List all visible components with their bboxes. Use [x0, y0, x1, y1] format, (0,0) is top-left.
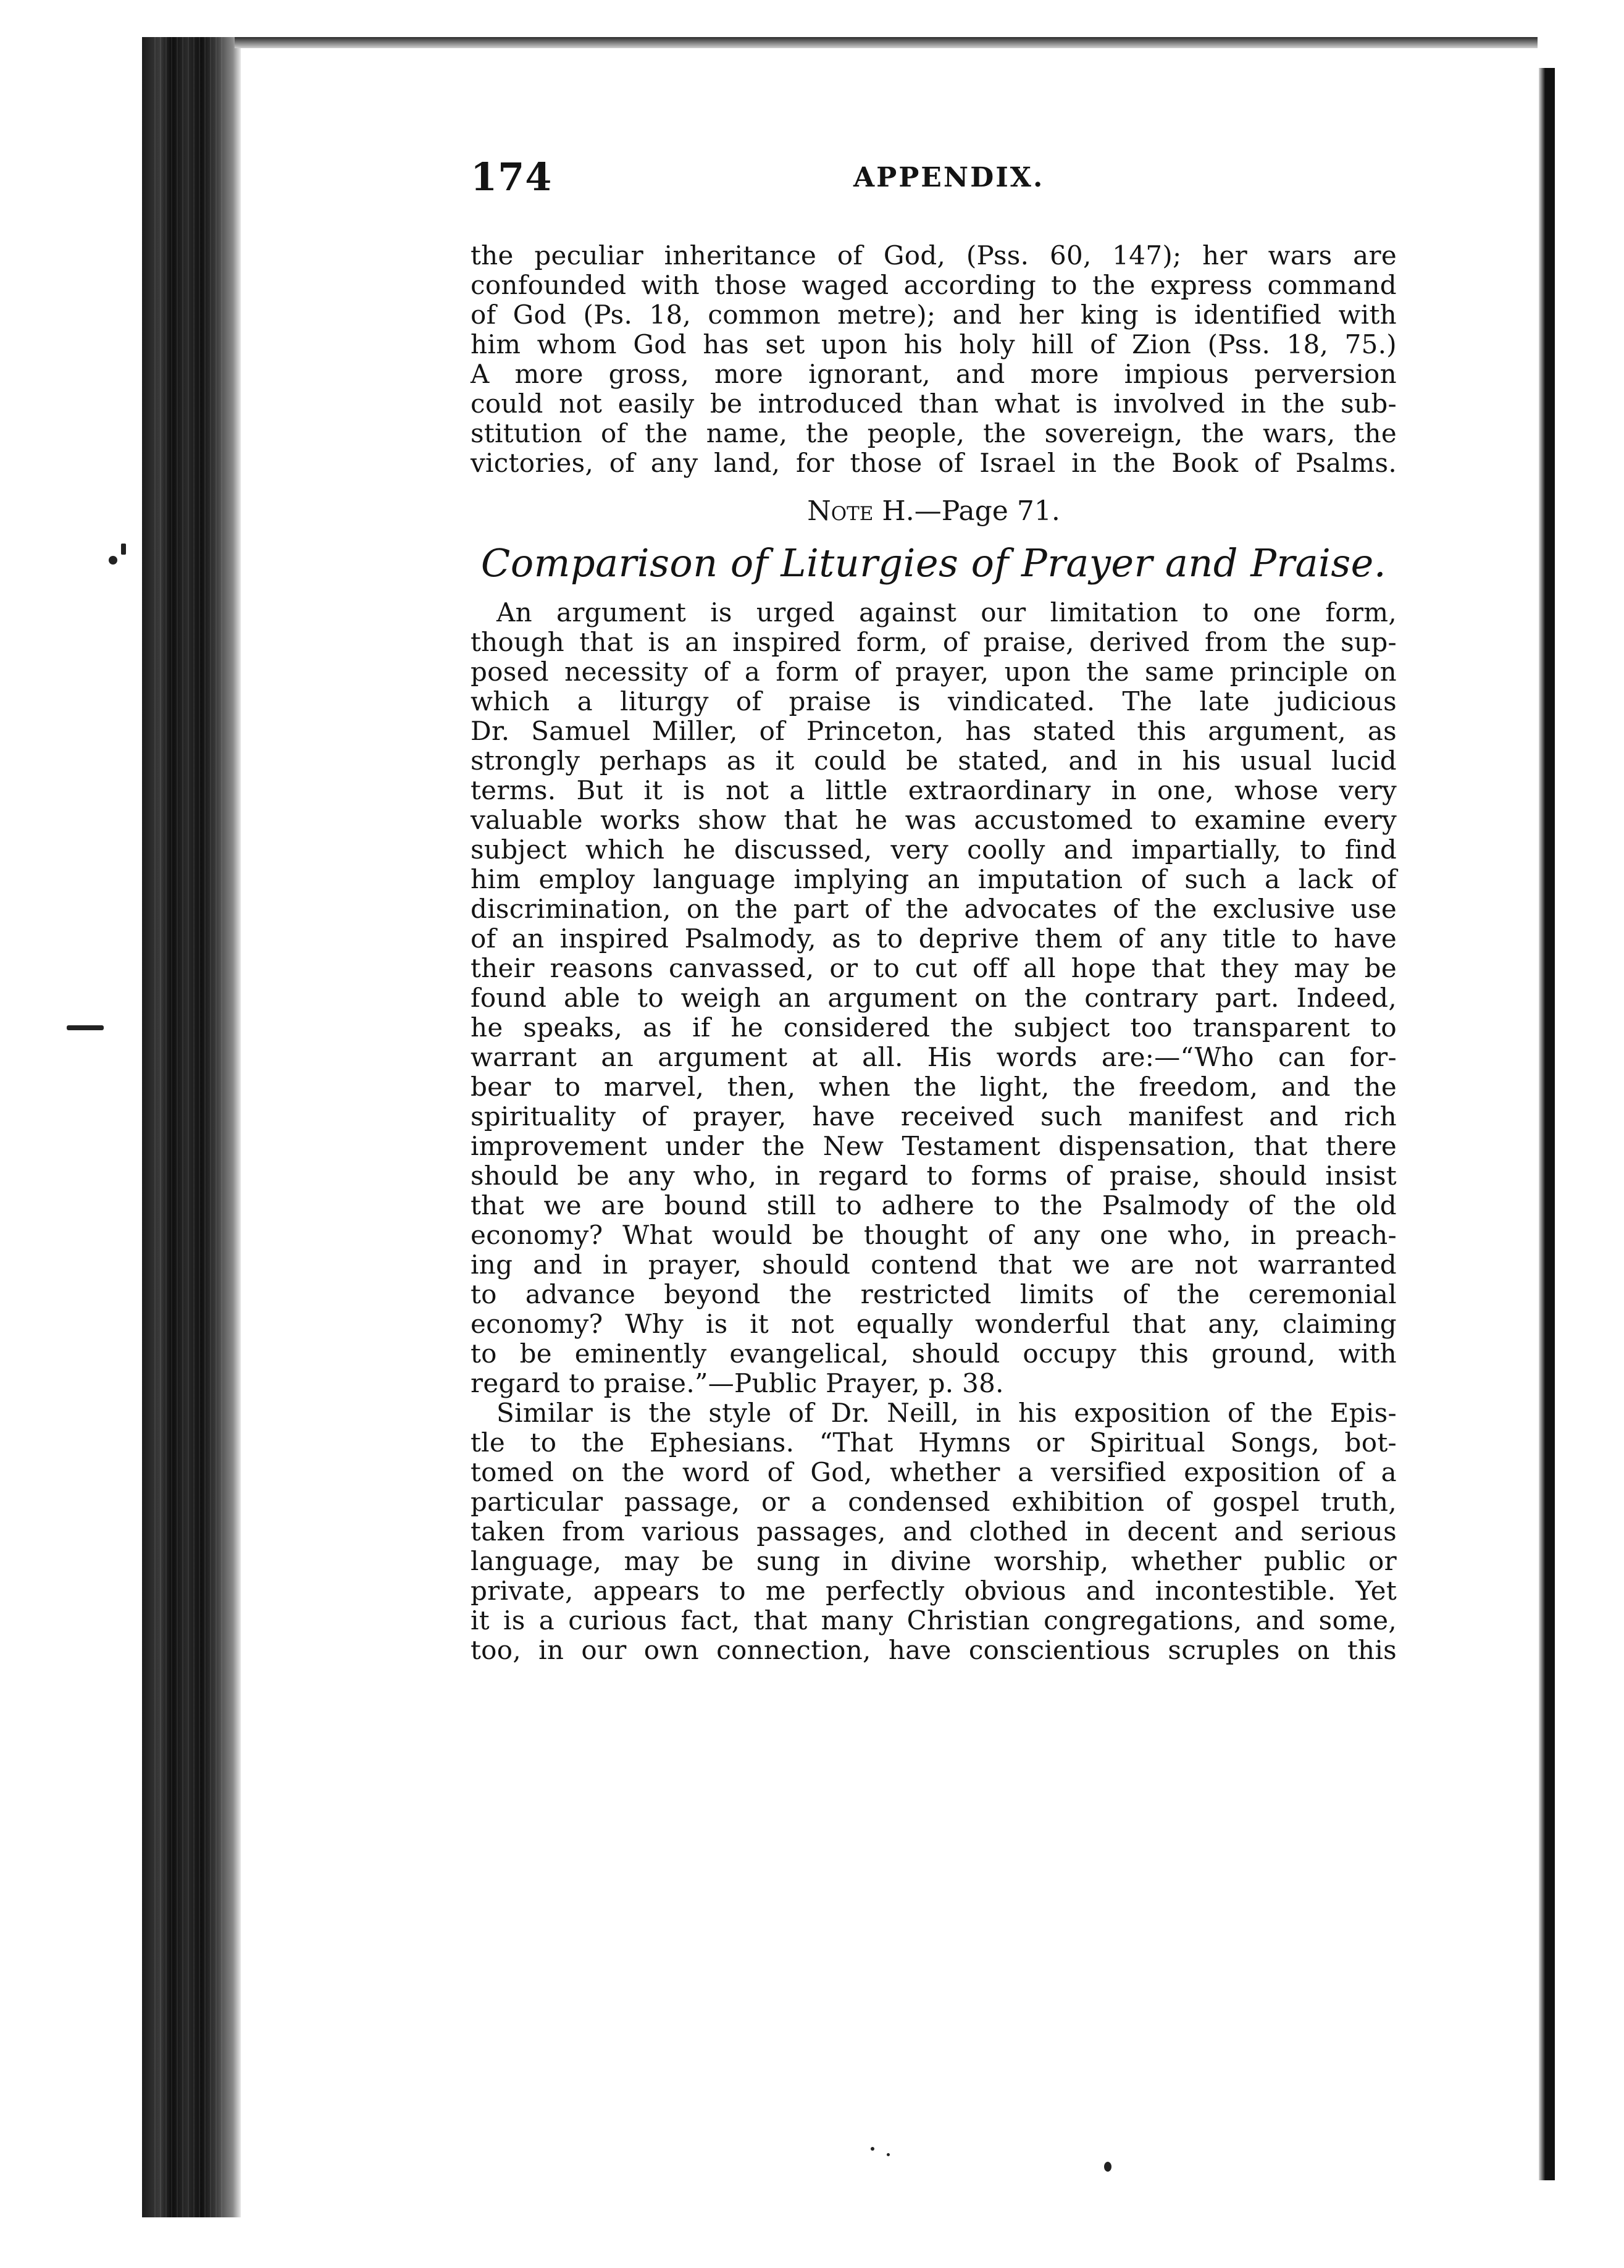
- text-line: spirituality of prayer, have received such manifest and rich: [471, 1101, 1397, 1132]
- text-line: An argument is urged against our limitation to one form,: [496, 597, 1397, 628]
- text-line: stitution of the name, the people, the sovereign, the wars, the: [471, 418, 1397, 448]
- text-line: taken from various passages, and clothed in decent and serious: [471, 1516, 1397, 1547]
- text-line: valuable works show that he was accustomed to examine every: [471, 805, 1397, 835]
- text-line: of God (Ps. 18, common metre); and her king is identified with: [471, 300, 1397, 330]
- scan-speck: [67, 1025, 104, 1030]
- scan-speck: [121, 544, 126, 555]
- page-top-shadow: [235, 37, 1538, 48]
- text-line: found able to weigh an argument on the contrary part. Indeed,: [471, 983, 1397, 1013]
- text-line: of an inspired Psalmody, as to deprive them of any title to have: [471, 923, 1397, 954]
- text-line: economy? Why is it not equally wonderful that any, claiming: [471, 1309, 1397, 1339]
- section-title: Comparison of Liturgies of Prayer and Praise.: [480, 540, 1387, 586]
- text-line: language, may be sung in divine worship, whether public or: [471, 1546, 1397, 1576]
- text-line: warrant an argument at all. His words are:—“Who can for-: [471, 1042, 1397, 1072]
- scan-speck: [871, 2147, 874, 2151]
- text-line: Similar is the style of Dr. Neill, in his exposition of the Epis-: [496, 1398, 1397, 1428]
- scan-speck: [109, 556, 117, 565]
- text-line: though that is an inspired form, of praise, derived from the sup-: [471, 627, 1397, 657]
- running-head: [471, 154, 1397, 204]
- book-spine-page-edges: [154, 37, 222, 2217]
- note-heading: [471, 487, 1397, 536]
- text-line: Dr. Samuel Miller, of Princeton, has stated this argument, as: [471, 716, 1397, 746]
- text-line: regard to praise.”—Public Prayer, p. 38.: [471, 1368, 1004, 1398]
- paragraph-2: [471, 1398, 1397, 1665]
- facing-page-edge: [1539, 68, 1555, 2180]
- scan-speck: [887, 2153, 890, 2156]
- note-label: Note: [807, 495, 874, 527]
- text-line: should be any who, in regard to forms of praise, should insist: [471, 1161, 1397, 1191]
- text-line: strongly perhaps as it could be stated, and in his usual lucid: [471, 746, 1397, 776]
- text-line: particular passage, or a condensed exhibition of gospel truth,: [471, 1487, 1397, 1517]
- text-line: subject which he discussed, very coolly and impartially, to find: [471, 834, 1397, 865]
- text-line: posed necessity of a form of prayer, upon the same principle on: [471, 657, 1397, 687]
- text-line: that we are bound still to adhere to the Psalmody of the old: [471, 1190, 1397, 1220]
- continuation-paragraph: [471, 241, 1397, 478]
- text-line: which a liturgy of praise is vindicated. The late judicious: [471, 686, 1397, 716]
- text-line: him whom God has set upon his holy hill of Zion (Pss. 18, 75.): [471, 329, 1397, 359]
- text-line: tomed on the word of God, whether a versified exposition of a: [471, 1457, 1397, 1487]
- text-line: private, appears to me perfectly obvious and incontestible. Yet: [471, 1576, 1397, 1606]
- paragraph-1: [471, 598, 1397, 1398]
- running-title: APPENDIX.: [853, 162, 1045, 193]
- text-line: ing and in prayer, should contend that we are not warranted: [471, 1250, 1397, 1280]
- text-line: victories, of any land, for those of Israel in the Book of Psalms.: [471, 448, 1397, 478]
- text-line: confounded with those waged according to the express command: [471, 270, 1397, 300]
- scan-speck: [1104, 2162, 1111, 2172]
- text-line: improvement under the New Testament dispensation, that there: [471, 1131, 1397, 1161]
- text-line: the peculiar inheritance of God, (Pss. 60, 147); her wars are: [471, 240, 1397, 271]
- text-line: it is a curious fact, that many Christian congregations, and some,: [471, 1605, 1397, 1636]
- text-line: to advance beyond the restricted limits of the ceremonial: [471, 1279, 1397, 1309]
- page-number: 174: [471, 154, 553, 200]
- text-line: economy? What would be thought of any one who, in preach-: [471, 1220, 1397, 1250]
- text-line: to be eminently evangelical, should occupy this ground, with: [471, 1338, 1397, 1369]
- text-line: bear to marvel, then, when the light, the freedom, and the: [471, 1072, 1397, 1102]
- text-line: too, in our own connection, have conscientious scruples on this: [471, 1635, 1397, 1665]
- text-line: him employ language implying an imputation of such a lack of: [471, 864, 1397, 894]
- text-line: A more gross, more ignorant, and more impious perversion: [471, 359, 1397, 389]
- text-line: tle to the Ephesians. “That Hymns or Spiritual Songs, bot-: [471, 1427, 1397, 1458]
- text-line: terms. But it is not a little extraordinary in one, whose very: [471, 775, 1397, 805]
- note-reference: H.—Page 71.: [882, 495, 1060, 527]
- text-line: could not easily be introduced than what is involved in the sub-: [471, 388, 1397, 419]
- text-line: he speaks, as if he considered the subject too transparent to: [471, 1012, 1397, 1043]
- text-line: their reasons canvassed, or to cut off all hope that they may be: [471, 953, 1397, 983]
- text-line: discrimination, on the part of the advocates of the exclusive use: [471, 894, 1397, 924]
- page-body: [471, 241, 1397, 1665]
